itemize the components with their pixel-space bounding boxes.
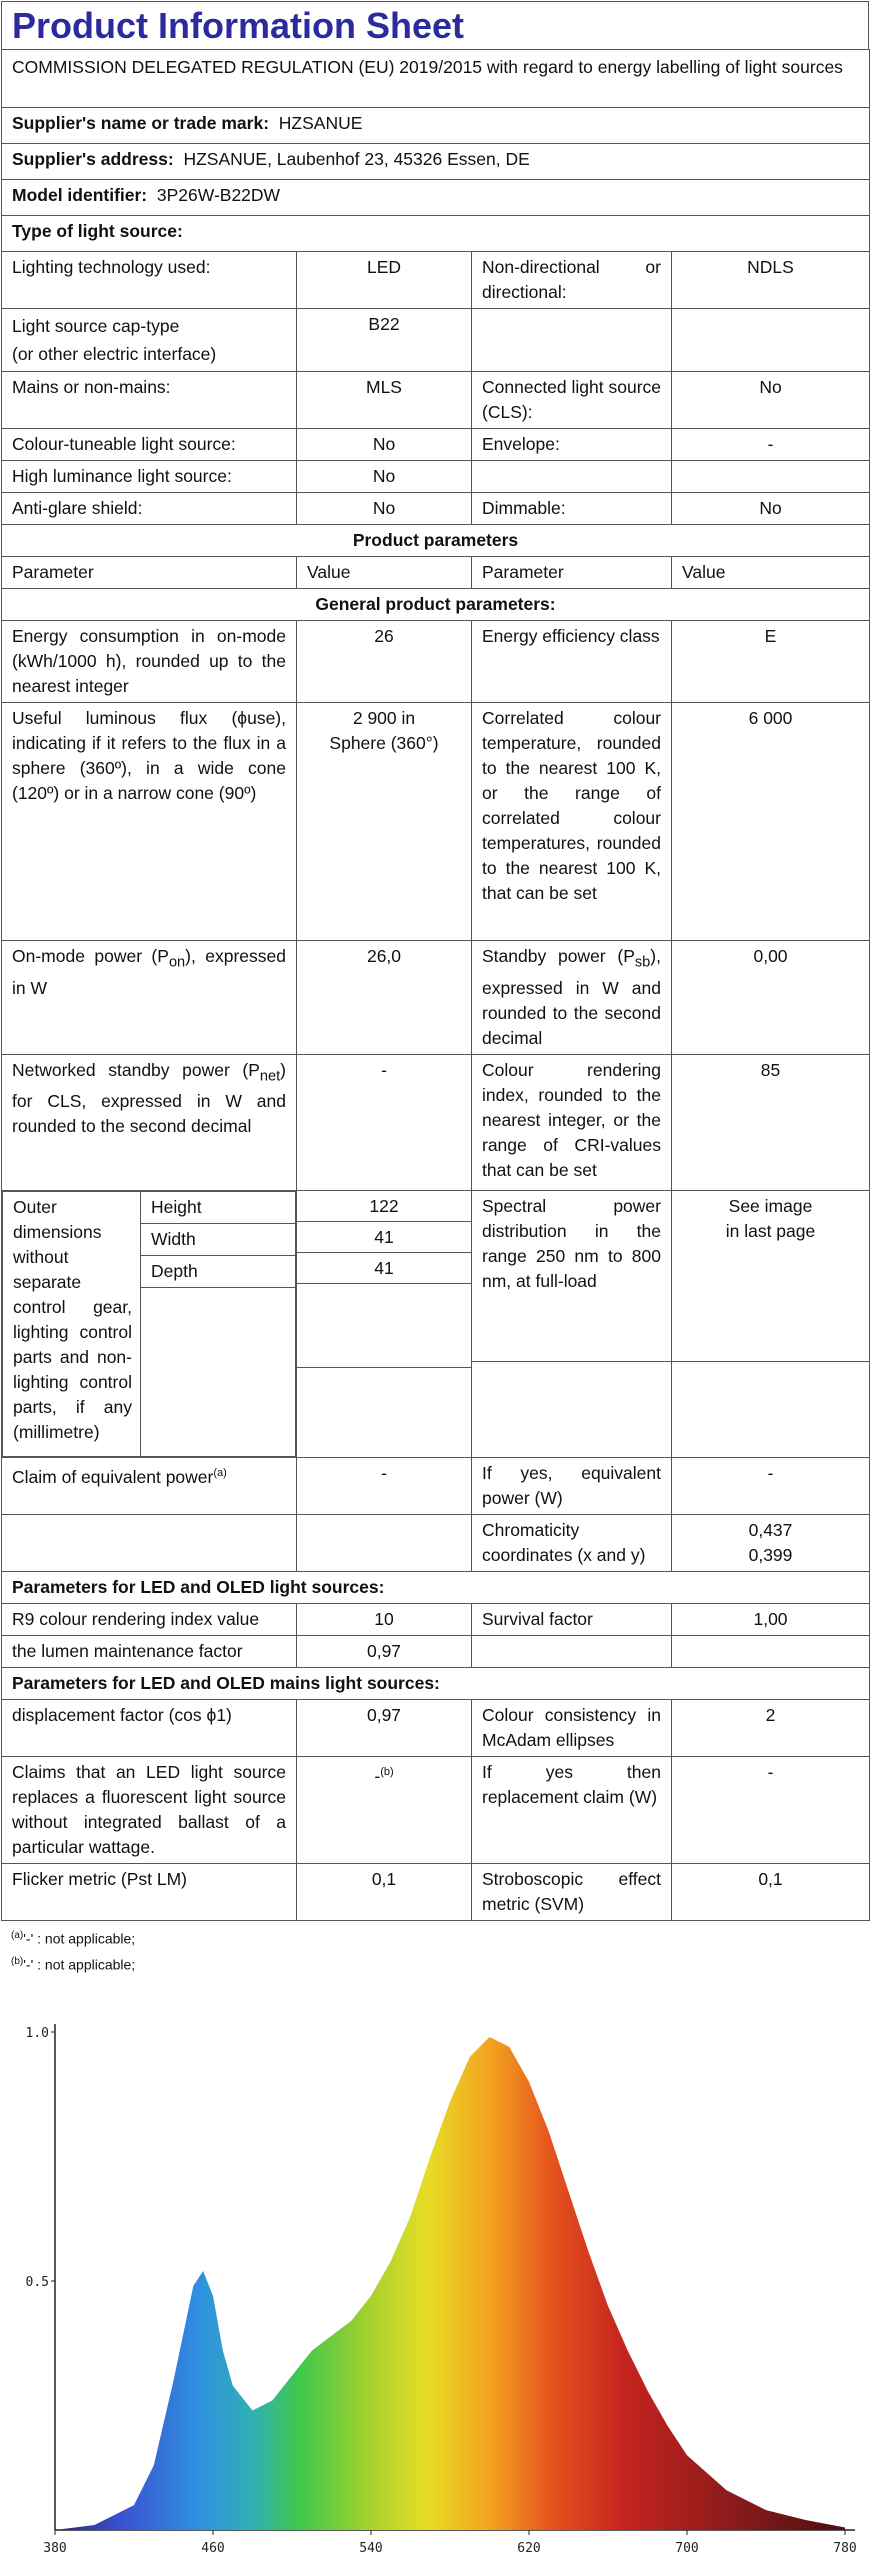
mains-value: MLS <box>297 372 472 429</box>
footnote-a-text: '-' : not applicable; <box>23 1930 136 1947</box>
networked-standby-subscript: net <box>259 1068 281 1084</box>
replacement-claim-footnote-ref: (b) <box>380 1765 394 1778</box>
replacement-claim-value <box>297 1756 472 1863</box>
if-yes-equivalent-label: If yes, equivalent power (W) <box>472 1457 672 1514</box>
chart-area-layer <box>54 2036 846 2531</box>
networked-standby-value: - <box>297 1054 472 1190</box>
envelope-label: Envelope: <box>472 429 672 461</box>
spd-value <box>672 1191 869 1362</box>
product-parameters-heading: Product parameters <box>2 525 870 557</box>
outer-dimensions-label: Outer dimensions without separate control gear, lighting control parts and non-lighting control parts, if any (millimetre) <box>3 1191 141 1456</box>
spd-label: Spectral power distribution in the range 250 nm to 800 nm, at full-load <box>472 1191 671 1362</box>
cct-label: Correlated colour temperature, rounded to the nearest 100 K, or the range of correlated colour temperatures, rounded to the nearest 100 K, that can be set <box>472 703 672 941</box>
standby-power-label <box>472 941 672 1055</box>
model-identifier-row <box>2 180 870 216</box>
chromaticity-label: Chromaticity coordinates (x and y) <box>472 1514 672 1571</box>
colour-consistency-value: 2 <box>672 1699 870 1756</box>
on-mode-power-subscript: on <box>168 954 186 971</box>
cri-value: 85 <box>672 1054 870 1190</box>
empty-cell <box>672 309 870 372</box>
cap-type-label <box>2 309 297 372</box>
supplier-name-row <box>2 108 870 144</box>
depth-label: Depth <box>141 1255 296 1287</box>
empty-cell <box>141 1287 296 1456</box>
chromaticity-y: 0,399 <box>748 1544 793 1565</box>
cct-value: 6 000 <box>672 703 870 941</box>
on-mode-power-label <box>2 941 297 1055</box>
standby-power-value: 0,00 <box>672 941 870 1055</box>
flicker-metric-label: Flicker metric (Pst LM) <box>2 1863 297 1920</box>
lumen-maintenance-value: 0,97 <box>297 1635 472 1667</box>
energy-consumption-value: 26 <box>297 621 472 703</box>
cap-type-label-line1: Light source cap-type <box>12 316 180 336</box>
dimmable-label: Dimmable: <box>472 493 672 525</box>
energy-consumption-label: Energy consumption in on-mode (kWh/1000 h), rounded up to the nearest integer <box>2 621 297 703</box>
replacement-claim-label: Claims that an LED light source replaces a fluorescent light source without integrated ballast of a particular wattage. <box>2 1756 297 1863</box>
cls-value: No <box>672 372 870 429</box>
y-tick-label: 1.0 <box>25 2026 49 2041</box>
outer-dimensions-subtable <box>2 1191 296 1457</box>
directional-value: NDLS <box>672 252 870 309</box>
x-tick-label: 700 <box>675 2541 699 2556</box>
chromaticity-x: 0,437 <box>748 1519 793 1540</box>
luminous-flux-value-line2: Sphere (360°) <box>329 733 439 753</box>
survival-factor-value: 1,00 <box>672 1603 870 1635</box>
standby-power-subscript: sb <box>634 954 651 971</box>
envelope-value: - <box>672 429 870 461</box>
width-label: Width <box>141 1223 296 1255</box>
regulation-text: COMMISSION DELEGATED REGULATION (EU) 2019/2015 with regard to energy labelling of light sources <box>2 50 870 108</box>
type-of-light-source-heading: Type of light source: <box>2 216 870 252</box>
networked-standby-label-text-2: ) for CLS, expressed in W and rounded to the second decimal <box>12 1059 286 1136</box>
spectral-power-distribution-chart <box>0 1990 870 2560</box>
flicker-metric-value: 0,1 <box>297 1863 472 1920</box>
high-luminance-value: No <box>297 461 472 493</box>
luminous-flux-value <box>297 703 472 941</box>
empty-cell <box>472 1635 672 1667</box>
standby-power-label-text: Standby power (P <box>482 946 635 966</box>
supplier-name-value: HZSANUE <box>278 113 363 133</box>
displacement-factor-value: 0,97 <box>297 1699 472 1756</box>
r9-label: R9 colour rendering index value <box>2 1603 297 1635</box>
info-table <box>1 49 870 1921</box>
dimmable-value: No <box>672 493 870 525</box>
footnote-a-marker: (a) <box>11 1929 24 1941</box>
column-header-parameter-2: Parameter <box>472 557 672 589</box>
column-header-parameter: Parameter <box>2 557 297 589</box>
on-mode-power-label-text: On-mode power (P <box>12 946 169 966</box>
outer-dimensions-values <box>297 1190 472 1457</box>
supplier-name-label: Supplier's name or trade mark: <box>12 113 270 133</box>
width-value: 41 <box>297 1222 471 1253</box>
high-luminance-label: High luminance light source: <box>2 461 297 493</box>
product-information-sheet <box>1 1 869 1974</box>
on-mode-power-value: 26,0 <box>297 941 472 1055</box>
cap-type-value: B22 <box>297 309 472 372</box>
empty-cell <box>297 1514 472 1571</box>
mains-label: Mains or non-mains: <box>2 372 297 429</box>
spd-cell <box>472 1190 672 1457</box>
page-title: Product Information Sheet <box>1 1 869 49</box>
colour-consistency-label: Colour consistency in McAdam ellipses <box>472 1699 672 1756</box>
lighting-technology-label: Lighting technology used: <box>2 252 297 309</box>
led-parameters-heading: Parameters for LED and OLED light sources: <box>2 1571 870 1603</box>
x-tick-label: 540 <box>359 2541 383 2556</box>
cap-type-label-line2: (or other electric interface) <box>12 344 217 364</box>
outer-dimensions-cell <box>2 1190 297 1457</box>
anti-glare-value: No <box>297 493 472 525</box>
spectrum-area <box>55 2037 845 2530</box>
empty-cell <box>297 1284 471 1368</box>
empty-cell <box>472 309 672 372</box>
anti-glare-label: Anti-glare shield: <box>2 493 297 525</box>
column-header-value-2: Value <box>672 557 870 589</box>
chromaticity-value <box>672 1514 870 1571</box>
colour-tuneable-label: Colour-tuneable light source: <box>2 429 297 461</box>
model-identifier-value: 3P26W-B22DW <box>156 185 281 205</box>
cls-label: Connected light source (CLS): <box>472 372 672 429</box>
supplier-address-value: HZSANUE, Laubenhof 23, 45326 Essen, DE <box>183 149 530 169</box>
led-mains-parameters-heading: Parameters for LED and OLED mains light sources: <box>2 1667 870 1699</box>
if-yes-replacement-label: If yes then replacement claim (W) <box>472 1756 672 1863</box>
column-header-value: Value <box>297 557 472 589</box>
empty-cell <box>672 461 870 493</box>
x-tick-label: 460 <box>201 2541 225 2556</box>
if-yes-equivalent-value: - <box>672 1457 870 1514</box>
networked-standby-label <box>2 1054 297 1190</box>
empty-cell <box>472 461 672 493</box>
footnote-b <box>1 1953 869 1974</box>
equivalent-power-label-text: Claim of equivalent power <box>12 1466 214 1487</box>
cri-label: Colour rendering index, rounded to the nearest integer, or the range of CRI-values that can be set <box>472 1054 672 1190</box>
directional-label: Non-directional or directional: <box>472 252 672 309</box>
empty-cell <box>2 1514 297 1571</box>
equivalent-power-label <box>2 1457 297 1514</box>
spd-value-line1: See image <box>728 1195 813 1216</box>
r9-value: 10 <box>297 1603 472 1635</box>
spd-value-cell <box>672 1190 870 1457</box>
equivalent-power-value: - <box>297 1457 472 1514</box>
lumen-maintenance-label: the lumen maintenance factor <box>2 1635 297 1667</box>
equivalent-power-footnote-ref: (a) <box>213 1466 227 1479</box>
supplier-address-row <box>2 144 870 180</box>
efficiency-class-label: Energy efficiency class <box>472 621 672 703</box>
efficiency-class-value: E <box>672 621 870 703</box>
supplier-address-label: Supplier's address: <box>12 149 174 169</box>
y-tick-label: 0.5 <box>25 2275 49 2290</box>
footnote-a <box>1 1927 869 1948</box>
displacement-factor-label: displacement factor (cos ϕ1) <box>2 1699 297 1756</box>
footnote-b-marker: (b) <box>11 1956 24 1968</box>
luminous-flux-value-line1: 2 900 in <box>352 708 416 728</box>
spd-value-line2: in last page <box>725 1220 816 1241</box>
general-parameters-heading: General product parameters: <box>2 589 870 621</box>
depth-value: 41 <box>297 1253 471 1284</box>
x-tick-label: 780 <box>833 2541 857 2556</box>
height-label: Height <box>141 1191 296 1223</box>
colour-tuneable-value: No <box>297 429 472 461</box>
standby-power-label-text-2: ), expressed in W and rounded to the second decimal <box>482 946 661 1048</box>
height-value: 122 <box>297 1191 471 1222</box>
luminous-flux-label: Useful luminous flux (ϕuse), indicating if it refers to the flux in a sphere (360º), in a wide cone (120º) or in a narrow cone (90º) <box>2 703 297 941</box>
replacement-claim-value-text: - <box>374 1765 381 1786</box>
on-mode-power-label-text-2: ), expressed in W <box>12 946 286 998</box>
survival-factor-label: Survival factor <box>472 1603 672 1635</box>
model-identifier-label: Model identifier: <box>12 185 148 205</box>
x-tick-label: 620 <box>517 2541 541 2556</box>
lighting-technology-value: LED <box>297 252 472 309</box>
footnote-b-text: '-' : not applicable; <box>23 1956 136 1973</box>
stroboscopic-label: Stroboscopic effect metric (SVM) <box>472 1863 672 1920</box>
empty-cell <box>672 1635 870 1667</box>
stroboscopic-value: 0,1 <box>672 1863 870 1920</box>
x-tick-label: 380 <box>43 2541 67 2556</box>
if-yes-replacement-value: - <box>672 1756 870 1863</box>
networked-standby-label-text: Networked standby power (P <box>12 1059 260 1080</box>
